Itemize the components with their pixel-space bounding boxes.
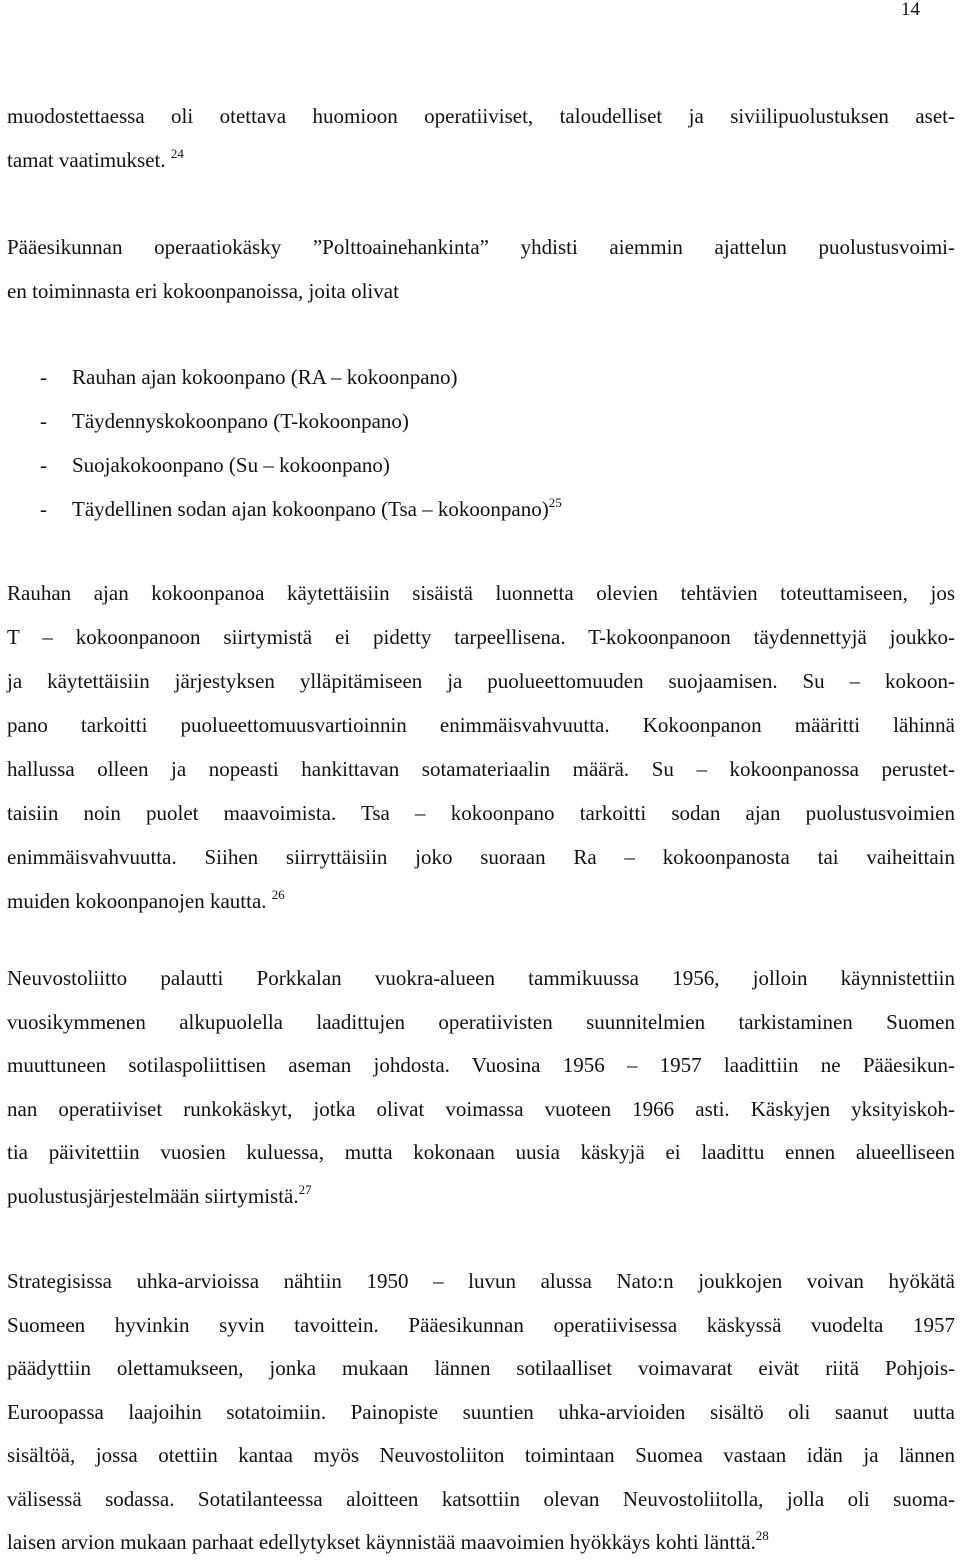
- list-item-text: Täydellinen sodan ajan kokoonpano (Tsa – kokoonpano): [72, 497, 549, 521]
- text-line: T – kokoonpanoon siirtymistä ei pidetty tarpeellisena. T-kokoonpanoon täydennettyjä joukko-: [7, 625, 955, 649]
- text-line-content: laisen arvion mukaan parhaat edellytykset käynnistää maavoimien hyökkäys kohti länttä.: [7, 1530, 756, 1554]
- list-item: [40, 399, 562, 443]
- text-line: Euroopassa laajoihin sotatoimiin. Painopiste suuntien uhka-arvioiden sisältö oli saanut uutta: [7, 1399, 955, 1424]
- text-line: taisiin noin puolet maavoimista. Tsa – kokoonpano tarkoitti sodan ajan puolustusvoimien: [7, 801, 955, 825]
- list-item: [40, 487, 562, 531]
- footnote-marker: 25: [548, 495, 562, 510]
- text-line: päädyttiin olettamukseen, jonka mukaan lännen sotilaalliset voimavarat eivät riitä Pohjois-: [7, 1356, 955, 1380]
- footnote-marker: 28: [755, 1528, 769, 1543]
- text-line-content: tamat vaatimukset.: [7, 148, 166, 172]
- text-line: välisessä sodassa. Sotatilanteessa aloitteen katsottiin olevan Neuvostoliitolla, jolla oli suoma-: [7, 1486, 955, 1511]
- list-item-text: Suojakokoonpano (Su – kokoonpano): [72, 453, 390, 477]
- page-number: 14: [901, 0, 920, 20]
- text-line-content: muiden kokoonpanojen kautta.: [7, 889, 267, 913]
- text-line: nan operatiiviset runkokäskyt, jotka olivat voimassa vuoteen 1966 asti. Käskyjen yksityiskoh-: [7, 1096, 955, 1121]
- list-item: [40, 355, 562, 399]
- text-line: hallussa olleen ja nopeasti hankittavan sotamateriaalin määrä. Su – kokoonpanossa perustet-: [7, 757, 955, 781]
- text-line-content: puolustusjärjestelmään siirtymistä.: [7, 1183, 299, 1208]
- list-bullet: -: [40, 409, 47, 433]
- list-item-text: Rauhan ajan kokoonpano (RA – kokoonpano): [72, 365, 458, 389]
- list-item-text: Täydennyskokoonpano (T-kokoonpano): [72, 409, 409, 433]
- text-line: tia päivitettiin vuosien kuluessa, mutta kokonaan uusia käskyjä ei laadittu ennen alueelliseen: [7, 1140, 955, 1164]
- text-line: sisältöä, jossa otettiin kantaa myös Neuvostoliiton toimintaan Suomea vastaan idän ja lännen: [7, 1443, 955, 1467]
- list-item: [40, 443, 562, 487]
- text-line: enimmäisvahvuutta. Siihen siirryttäisiin joko suoraan Ra – kokoonpanosta tai vaiheittain: [7, 845, 955, 869]
- text-line: pano tarkoitti puolueettomuusvartioinnin enimmäisvahvuutta. Kokoonpanon määritti lähinnä: [7, 713, 955, 737]
- text-line: Suomeen hyvinkin syvin tavoittein. Pääesikunnan operatiivisessa käskyssä vuodelta 1957: [7, 1312, 955, 1337]
- paragraph-1: [7, 94, 955, 182]
- text-line: muuttuneen sotilaspoliittisen aseman johdosta. Vuosina 1956 – 1957 laadittiin ne Pääesikun-: [7, 1053, 955, 1077]
- text-line: Strategisissa uhka-arvioissa nähtiin 1950 – luvun alussa Nato:n joukkojen voivan hyökätä: [7, 1269, 955, 1293]
- list-bullet: -: [40, 365, 47, 389]
- text-line: muodostettaessa oli otettava huomioon operatiiviset, taloudelliset ja siviilipuolustuksen aset-: [7, 104, 955, 128]
- paragraph-5: [7, 1260, 955, 1565]
- text-line: [7, 1521, 955, 1565]
- text-line: Rauhan ajan kokoonpanoa käytettäisiin sisäistä luonnetta olevien tehtävien toteuttamiseen, jos: [7, 581, 955, 605]
- text-line: [7, 879, 955, 923]
- paragraph-3: [7, 571, 955, 923]
- paragraph-4: [7, 957, 955, 1218]
- list-bullet: -: [40, 497, 47, 521]
- text-line: [7, 138, 955, 182]
- footnote-marker: 27: [298, 1181, 312, 1197]
- text-line: vuosikymmenen alkupuolella laadittujen operatiivisten suunnitelmien tarkistaminen Suomen: [7, 1009, 955, 1034]
- list-bullet: -: [40, 453, 47, 477]
- text-line: Pääesikunnan operaatiokäsky ”Polttoainehankinta” yhdisti aiemmin ajattelun puolustusvoimi-: [7, 235, 955, 259]
- configuration-list: [40, 355, 562, 531]
- text-line: ja käytettäisiin järjestyksen ylläpitämiseen ja puolueettomuuden suojaamisen. Su – kokoon-: [7, 669, 955, 693]
- footnote-marker: 26: [271, 887, 285, 902]
- text-line: Neuvostoliitto palautti Porkkalan vuokra-alueen tammikuussa 1956, jolloin käynnistettiin: [7, 966, 955, 990]
- paragraph-2: [7, 225, 955, 313]
- text-line: [7, 1175, 955, 1219]
- footnote-marker: 24: [170, 146, 184, 161]
- text-line: en toiminnasta eri kokoonpanoissa, joita olivat: [7, 279, 399, 303]
